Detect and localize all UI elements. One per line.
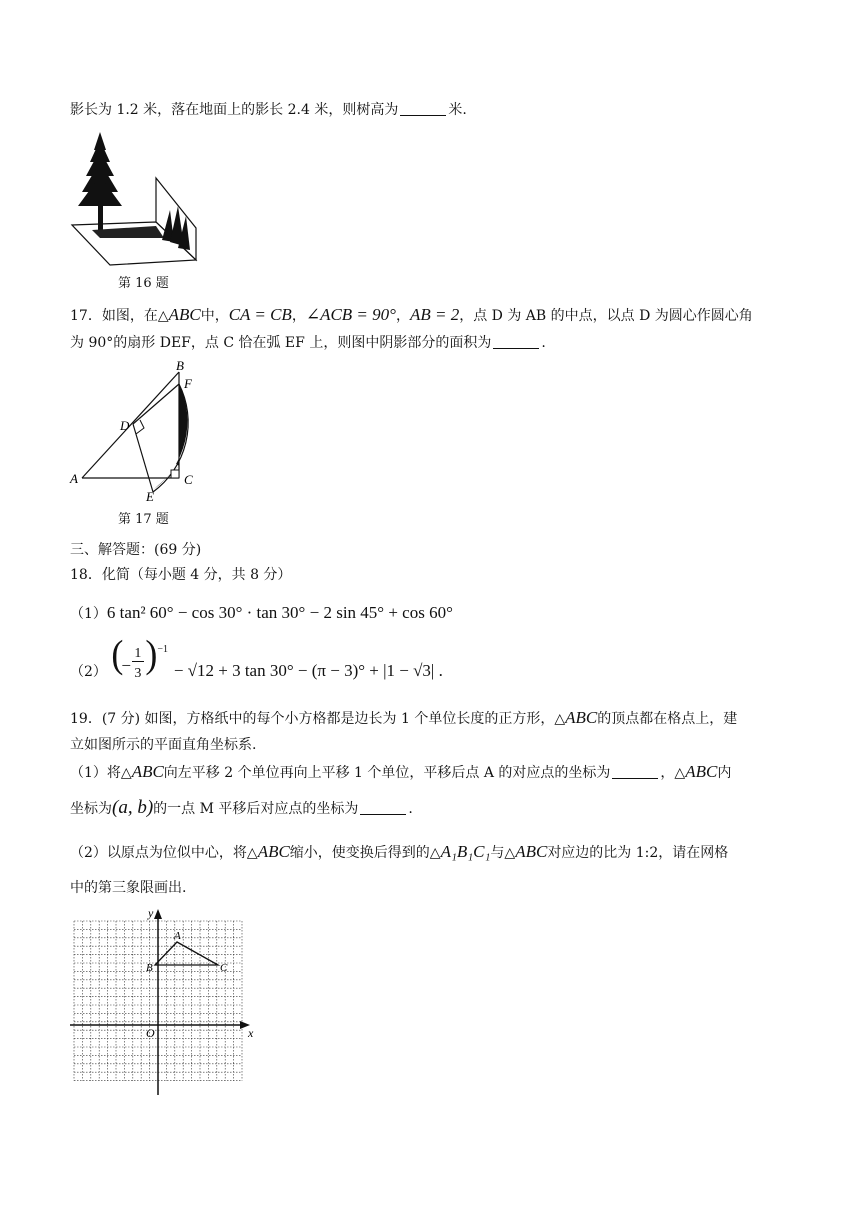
tree-figure [70, 130, 210, 270]
label-A: A [70, 471, 78, 486]
q17-text-line2: 为 90°的扇形 DEF，点 C 恰在弧 EF 上，则图中阴影部分的面积为 . [70, 335, 546, 351]
label-A: A [174, 930, 181, 942]
label-x: x [248, 1026, 254, 1040]
label-F: F [184, 376, 192, 391]
answer-blank [360, 800, 406, 815]
q18-title: 18．化简（每小题 4 分，共 8 分） [70, 567, 292, 583]
label-D: D [120, 418, 130, 433]
label-E: E [146, 489, 154, 504]
q17-text-line1: 17．如图，在△ABC中，CA = CB，∠ACB = 90°，AB = 2，点 D 为 AB 的中点，以点 D 为圆心作圆心角 [70, 305, 753, 324]
answer-blank [400, 101, 446, 116]
q19-part1-line2: 坐标为(a, b)的一点 M 平移后对应点的坐标为 . [70, 797, 413, 818]
q18-part1: （1）6 tan² 60° − cos 30° · tan 30° − 2 sin 45° + cos 60° [70, 603, 453, 622]
q17-caption: 第 17 题 [118, 512, 169, 527]
label-O: O [146, 1026, 155, 1040]
label-y: y [148, 906, 154, 920]
label-C: C [184, 472, 193, 487]
coordinate-grid-figure [70, 905, 270, 1105]
q19-line1: 19．(7 分) 如图，方格纸中的每个小方格都是边长为 1 个单位长度的正方形，△ABC的顶点都在格点上，建 [70, 708, 738, 727]
answer-blank [612, 764, 658, 779]
q19-part1-line1: （1）将△ABC向左平移 2 个单位再向上平移 1 个单位，平移后点 A 的对应点的坐标为 ，△ABC内 [70, 762, 732, 781]
q16-caption: 第 16 题 [118, 276, 169, 291]
q19-part2-line1: （2）以原点为位似中心，将△ABC缩小，使变换后得到的△A₁B₁C₁与△ABC对应边的比为 1:2，请在网格 [70, 842, 729, 861]
fraction-paren: ( − 1 3 ) −1 [111, 632, 169, 681]
q16-text: 影长为 1.2 米，落在地面上的影长 2.4 米，则树高为 米. [70, 102, 467, 118]
q17-geometry-figure [70, 358, 210, 512]
q18-part2: （2） ( − 1 3 ) −1 − √12 + 3 tan 30° − (π − 3)° + |1 − √3| . [70, 632, 443, 681]
label-B: B [176, 358, 184, 373]
q19-line2: 立如图所示的平面直角坐标系. [70, 737, 257, 753]
section-heading: 三、解答题：(69 分) [70, 542, 202, 558]
label-B: B [146, 962, 153, 974]
q19-part2-line2: 中的第三象限画出. [70, 880, 187, 896]
label-C: C [220, 962, 228, 974]
answer-blank [493, 334, 539, 349]
